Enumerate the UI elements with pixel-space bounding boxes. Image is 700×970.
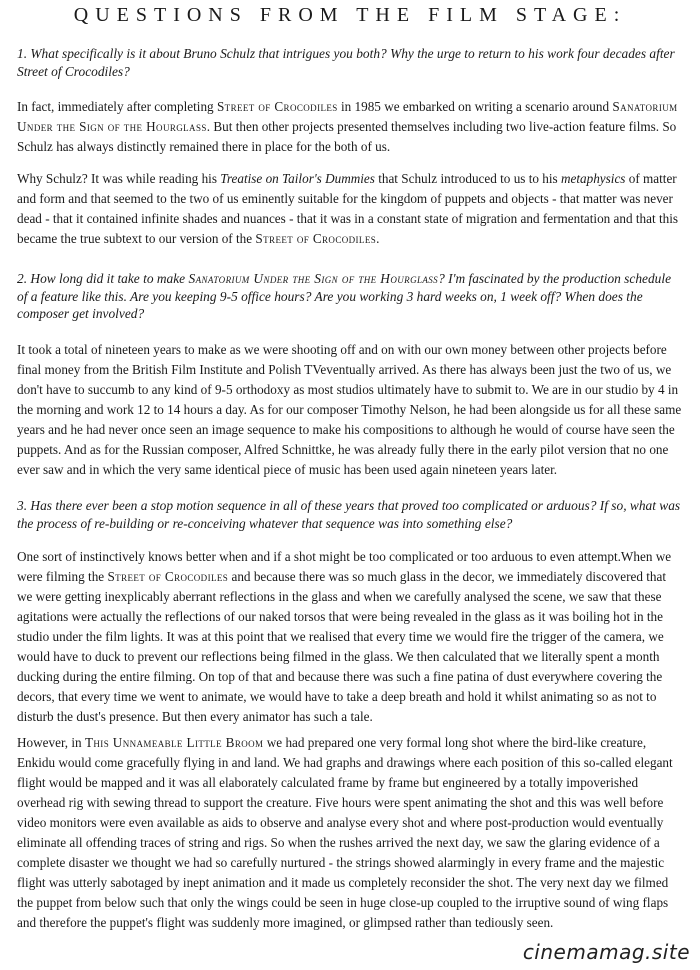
question-text: Has there ever been a stop motion sequence in all of these years that proved too complicated or arduous? If so, what was the process of re-building or re-conceiving whatever that sequence was into something else? — [17, 498, 681, 531]
film-title: This Unnameable Little Broom — [84, 735, 264, 750]
film-title: Sanatorium Under the Sign of the Hourglass — [188, 271, 439, 286]
emphasis: metaphysics — [560, 171, 626, 186]
film-title: Sanatorium Under the Sign of the Hourglass — [17, 99, 678, 134]
question-number: 2. — [17, 271, 28, 286]
question-3 — [17, 497, 683, 532]
film-title: Street of Crocodiles — [255, 231, 377, 246]
film-title: Street of Crocodiles — [107, 569, 229, 584]
answer-2: It took a total of nineteen years to make as we were shooting off and on with our own money between other projects before final money from the British Film Institute and Polish TVeventually arrived. As there has always been just the two of us, we don't have to succumb to any kind of 9-5 orthodoxy as most studios ultimately have to submit to. We are in our studio by 4 in the morning and work 12 to 14 hours a day. As for our composer Timothy Nelson, he had been alongside us for all these same years and he had never once seen an image sequence to make his compositions to although he would of course have seen the puppets. And as for the Russian composer, Alfred Schnittke, he was already fully there in the early pilot version that no one ever saw and in which the very same identical piece of music has been used again nineteen years later. — [17, 342, 682, 477]
page-title: QUESTIONS FROM THE FILM STAGE: — [73, 4, 627, 26]
question-2: 2. How long did it take to make Sanatorium Under the Sign of the Hourglass? I'm fascinated by the production schedule of a feature like this. Are you keeping 9-5 office hours? Are you working 3 hard weeks on, 1 week off? When does the composer get involved? — [17, 271, 672, 321]
question-1 — [17, 45, 683, 80]
answer-3-paragraph-1: One sort of instinctively knows better when and if a shot might be too complicated or too arduous to even attempt.When we were filming the Street of Crocodiles and because there was so much glass in the decor, we immediately discovered that we were getting inexplicably aberrant reflections in the glass and when we carefully analysed the scene, we saw that these agitations were actually the reflections of our naked torsos that were being revealed in the glass as it was boiling hot in the studio under the film lights. It was at this point that we realised that every time we would fire the trigger of the camera, we would have to duck to prevent our reflections being filmed in the glass. We then calculated that we literally spent a month ducking during the entire filming. On top of that and because there was such a fine patina of dust everywhere covering the decors, that every time we went to animate, we would have to take a deep breath and hold it whilst animating so as not to disturb the dust's presence. But then every animator has such a tale. — [17, 549, 672, 724]
answer-1-paragraph-2: Why Schulz? It was while reading his Treatise on Tailor's Dummies that Schulz introduced to us to his metaphysics of matter and form and that seemed to the two of us eminently suitable for the kingdom of puppets and objects - that matter was never dead - that it contained infinite shades and nuances - that it was in a constant state of migration and fermentation and that this became the true subtext to our version of the Street of Crocodiles. — [17, 171, 679, 246]
question-number: 1. — [17, 46, 28, 61]
site-watermark: cinemamag.site — [522, 940, 690, 964]
answer-3-paragraph-2: However, in This Unnameable Little Broom we had prepared one very formal long shot where the bird-like creature, Enkidu would come gracefully flying in and land. We had graphs and drawings where each position of this so-called elegant flight would be mapped and it was all elaborately calculated frame by frame but engineered by a totally impoverished overhead rig with sewing thread to support the creature. Five hours were spent animating the shot and this was well before video monitors were even available as aids to observe and analyse every shot and where post-production would eventually eliminate all offending traces of string and rigs. So when the rushes arrived the next day, we saw the glaring evidence of a complete disaster we thought we had so carefully nurtured - the strings showed alarmingly in every frame and the majestic flight was utterly sabotaged by inept animation and it made us completely reconsider the shot. The very next day we filmed the puppet from below such that only the wings could be seen in huge close-up coupled to the irruptive sound of wing flaps and therefore the puppet's flight was suddenly more imagined, or glimpsed rather than tediously seen. — [17, 735, 673, 930]
question-text: What specifically is it about Bruno Schulz that intrigues you both? Why the urge to return to his work four decades after Street of Crocodiles? — [17, 46, 675, 79]
book-title: Treatise on Tailor's Dummies — [220, 171, 375, 186]
answer-1-paragraph-1: In fact, immediately after completing Street of Crocodiles in 1985 we embarked on writing a scenario around Sanatorium Under the Sign of the Hourglass. But then other projects presented themselves including two live-action feature films. So Schulz has always distinctly remained there in place for the both of us. — [17, 99, 678, 154]
film-title: Street of Crocodiles — [216, 99, 338, 114]
question-number: 3. — [17, 498, 28, 513]
